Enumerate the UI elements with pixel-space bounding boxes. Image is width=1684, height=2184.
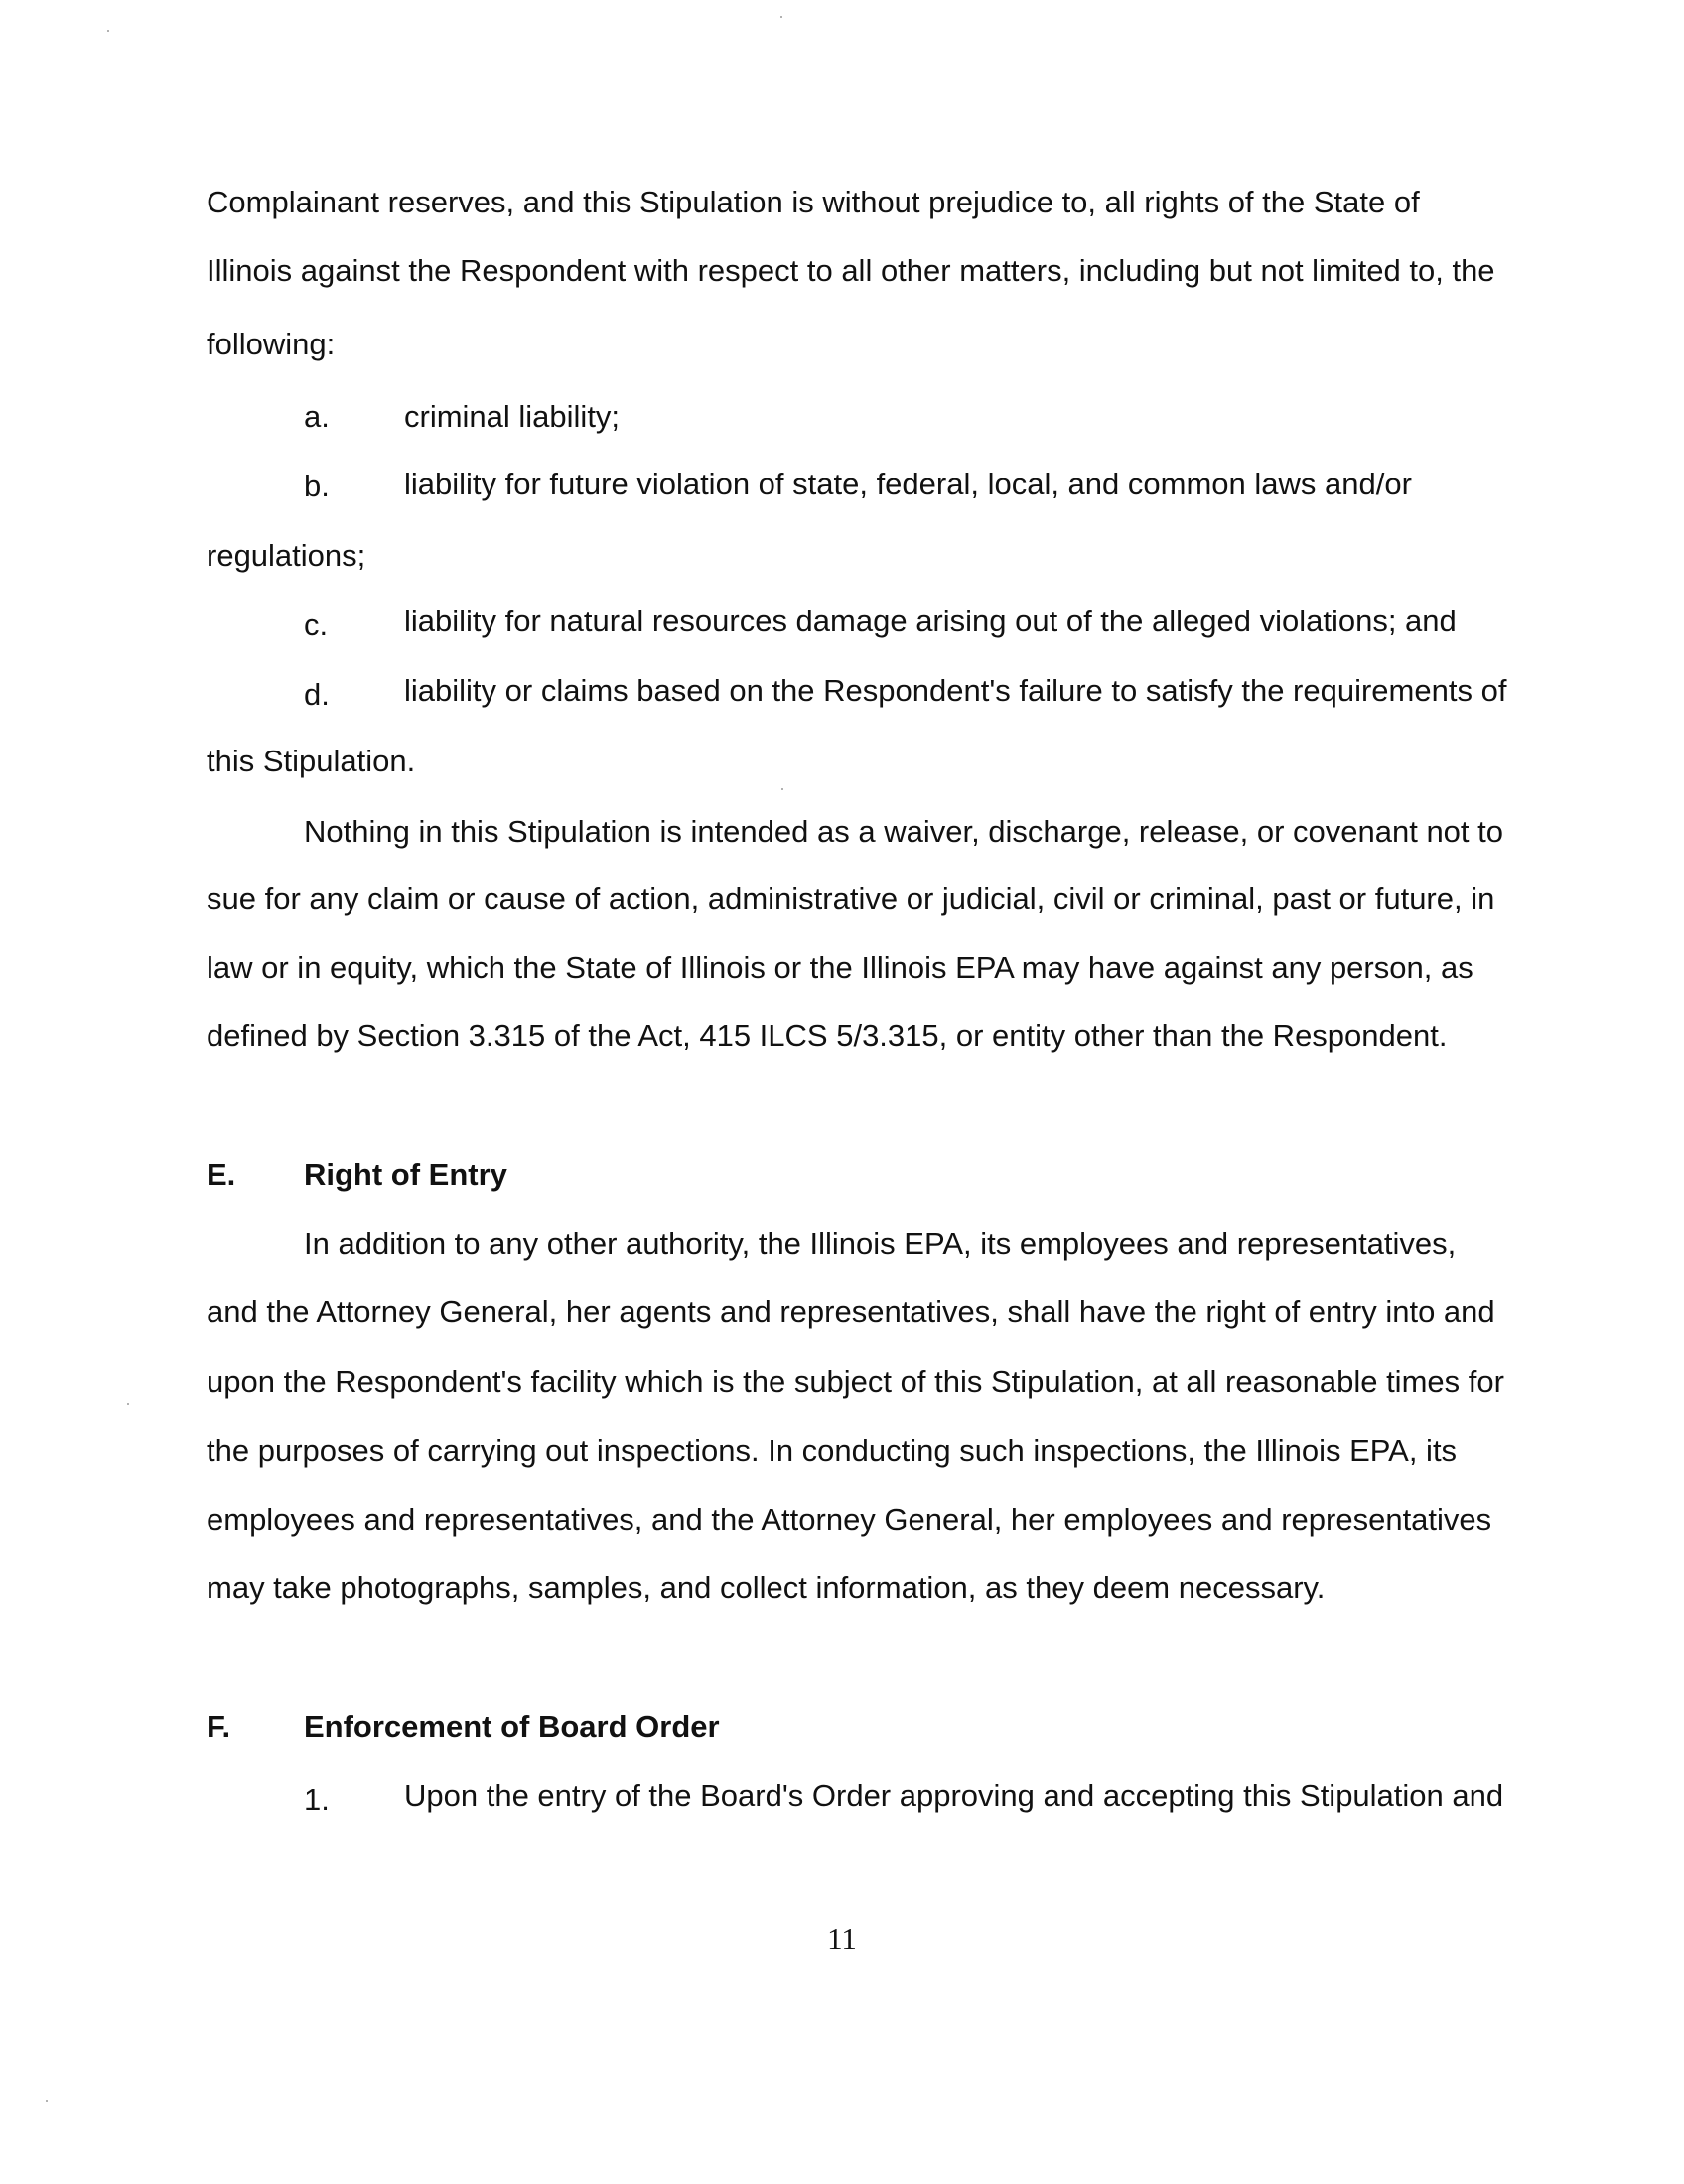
reservation-b-continuation: regulations; [207, 538, 366, 573]
reservation-b-letter: b. [304, 469, 330, 503]
intro-line-1: Complainant reserves, and this Stipulation is without prejudice to, all rights of the State of [207, 185, 1420, 219]
intro-line-3: following: [207, 327, 336, 361]
nothing-line-2: sue for any claim or cause of action, administrative or judicial, civil or criminal, past or future, in [207, 882, 1495, 916]
reservation-d-continuation: this Stipulation. [207, 744, 416, 778]
page-number: 11 [827, 1921, 857, 1956]
reservation-a-text: criminal liability; [404, 399, 621, 434]
scan-speck [127, 1403, 129, 1405]
scan-speck [107, 30, 109, 32]
section-e-letter: E. [207, 1158, 236, 1192]
section-e-title: Right of Entry [304, 1158, 507, 1192]
scan-speck [46, 2100, 48, 2102]
reservation-c-letter: c. [304, 608, 329, 642]
section-e-line-1: In addition to any other authority, the Illinois EPA, its employees and representatives, [304, 1226, 1457, 1261]
reservation-d-text: liability or claims based on the Respondent's failure to satisfy the requirements of [404, 673, 1507, 708]
nothing-line-3: law or in equity, which the State of Illinois or the Illinois EPA may have against any person, as [207, 950, 1474, 985]
section-f-item-number: 1. [304, 1782, 330, 1817]
section-e-line-3: upon the Respondent's facility which is the subject of this Stipulation, at all reasonable times for [207, 1364, 1504, 1399]
section-f-title: Enforcement of Board Order [304, 1709, 720, 1744]
scan-speck [781, 788, 783, 790]
section-e-line-5: employees and representatives, and the Attorney General, her employees and representatives [207, 1502, 1492, 1537]
section-e-line-2: and the Attorney General, her agents and representatives, shall have the right of entry into and [207, 1295, 1495, 1329]
scan-speck [780, 16, 782, 18]
reservation-b-text: liability for future violation of state, federal, local, and common laws and/or [404, 467, 1412, 501]
intro-line-2: Illinois against the Respondent with respect to all other matters, including but not limited to, the [207, 253, 1495, 288]
reservation-c-text: liability for natural resources damage arising out of the alleged violations; and [404, 604, 1457, 638]
nothing-line-4: defined by Section 3.315 of the Act, 415 ILCS 5/3.315, or entity other than the Respondent. [207, 1019, 1448, 1053]
section-e-line-4: the purposes of carrying out inspections. In conducting such inspections, the Illinois EPA, its [207, 1433, 1458, 1468]
section-e-line-6: may take photographs, samples, and collect information, as they deem necessary. [207, 1570, 1326, 1605]
reservation-a-letter: a. [304, 399, 330, 434]
section-f-item-text: Upon the entry of the Board's Order approving and accepting this Stipulation and [404, 1778, 1504, 1813]
section-f-letter: F. [207, 1709, 231, 1744]
nothing-line-1: Nothing in this Stipulation is intended as a waiver, discharge, release, or covenant not to [304, 814, 1504, 849]
reservation-d-letter: d. [304, 677, 330, 712]
